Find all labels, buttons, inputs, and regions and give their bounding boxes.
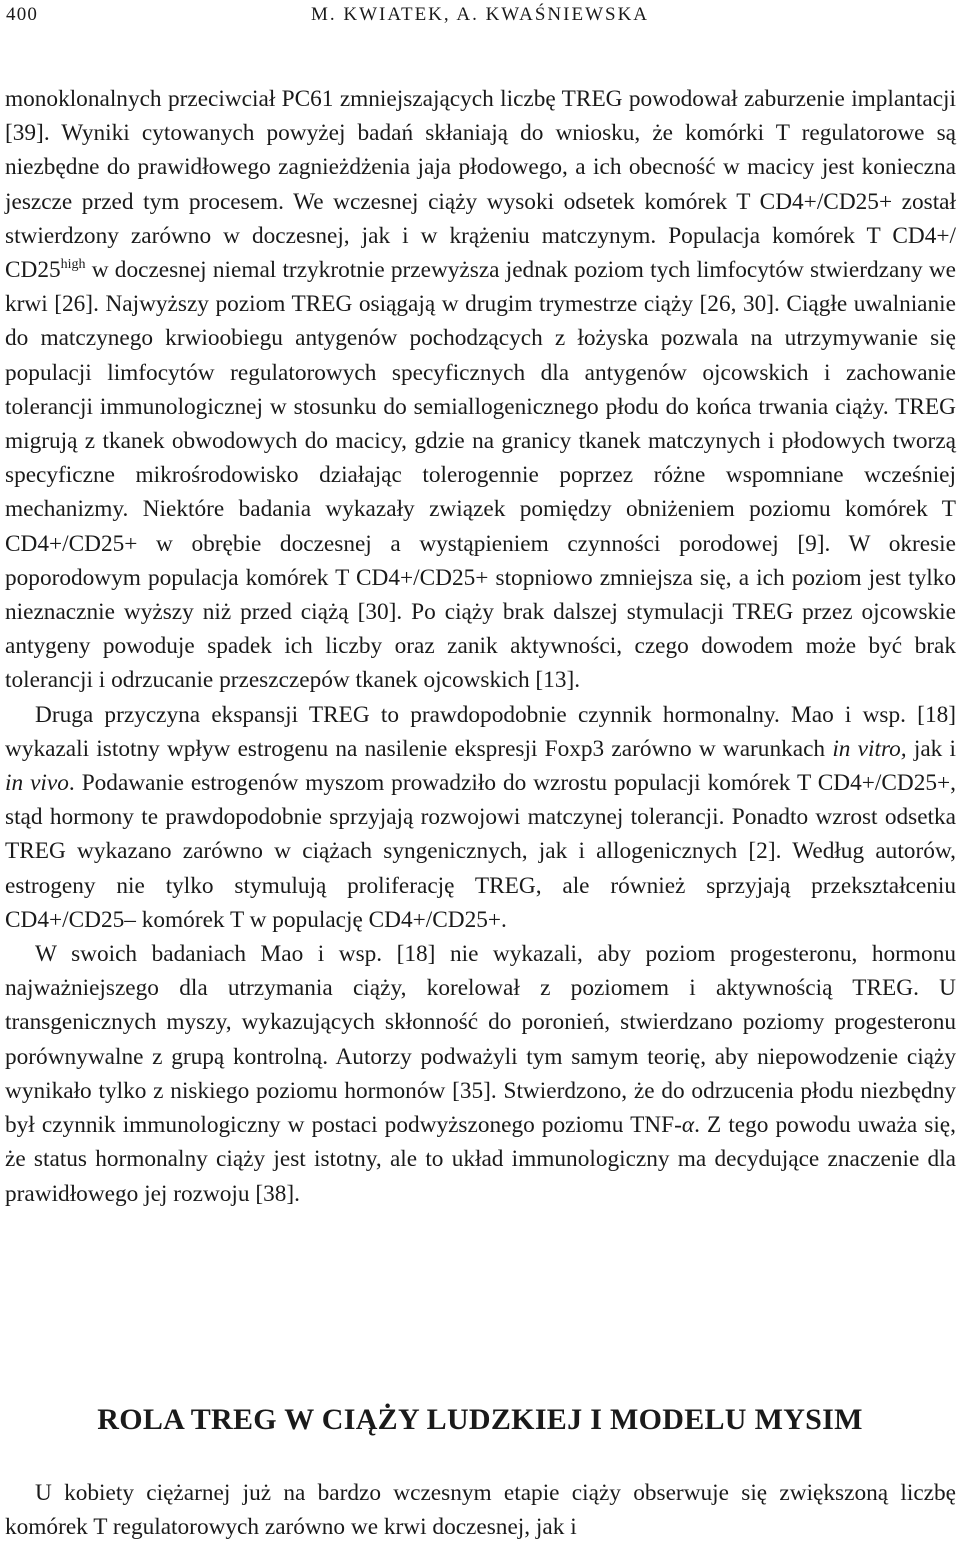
section-heading: ROLA TREG W CIĄŻY LUDZKIEJ I MODELU MYSIM <box>97 1403 863 1436</box>
paragraph-2-text-a: Druga przyczyna ekspansji TREG to prawdopodobnie czynnik hormonalny. Mao i wsp. [18] wykazali istotny wpływ estrogenu na nasilenie ekspresji Foxp3 zarówno w warunkach <box>5 701 956 762</box>
paragraph-3-text-a: W swoich badaniach Mao i wsp. [18] nie wykazali, aby poziom progesteronu, hormonu najważniejszego dla utrzymania ciąży, korelował z poziomem i aktywnością TREG. U transgenicznych myszy, wykazujących skłonność do poronień, stwierdzano poziomy progesteronu porównywalne z grupą kontrolną. Autorzy podważyli tym samym teorię, aby niepowodzenie ciąży wynikało tylko z niskiego poziomu hormonów [35]. Stwierdzono, że do odrzucenia płodu niezbędny był czynnik immunologiczny w postaci podwyższonego poziomu TNF- <box>5 941 956 1139</box>
paragraph-3-text-b: . Z tego powodu uważa się, że status hormonalny ciąży jest istotny, ale to układ immunologiczny ma decydujące znaczenie dla prawidłowego jej rozwoju [38]. <box>5 1112 956 1207</box>
page-number: 400 <box>6 4 39 25</box>
paragraph-3 <box>5 937 956 1211</box>
superscript-high: high <box>60 257 86 273</box>
body-text-continued <box>5 1476 956 1544</box>
paragraph-2 <box>5 698 956 937</box>
italic-in-vitro: in vitro, <box>832 735 907 762</box>
paragraph-4: U kobiety ciężarnej już na bardzo wczesnym etapie ciąży obserwuje się zwiększoną liczbę komórek T regulatorowych zarówno we krwi doczesnej, jak i <box>5 1480 956 1541</box>
paragraph-1-text-a: monoklonalnych przeciwciał PC61 zmniejszających liczbę TREG powodował zaburzenie implantacji [39]. Wyniki cytowanych powyżej badań skłaniają do wniosku, że komórki T regulatorowe są niezbędne do prawidłowego zagnieżdżenia jaja płodowego, a ich obecność w macicy jest konieczna jeszcze przed tym procesem. We wczesnej ciąży wysoki odsetek komórek T CD4+/CD25+ został stwierdzony zarówno w doczesnej, jak i w krążeniu matczynym. Populacja komórek T CD4+/ CD25 <box>5 86 956 284</box>
paragraph-1-text-b: w doczesnej niemal trzykrotnie przewyższa jednak poziom tych limfocytów stwierdzany we krwi [26]. Najwyższy poziom TREG osiągają w drugim trymestrze ciąży [26, 30]. Ciągłe uwalnianie do matczynego krwioobiegu antygenów pochodzących z łożyska pozwala na utrzymywanie się populacji limfocytów regulatorowych specyficznych dla antygenów ojcowskich i zachowanie tolerancji immunologicznej w stosunku do semiallogenicznego płodu do końca trwania ciąży. TREG migrują z tkanek obwodowych do macicy, gdzie na granicy tkanek matczynych i płodowych tworzą specyficzne mikrośrodowisko działając tolerogennie poprzez różne wspomniane wcześniej mechanizmy. Niektóre badania wykazały związek pomiędzy obniżeniem poziomu komórek T CD4+/CD25+ w obrębie doczesnej a wystąpieniem czynności porodowej [9]. W okresie poporodowym populacja komórek T CD4+/CD25+ stopniowo zmniejsza się, a ich poziom jest tylko nieznacznie wyższy niż przed ciążą [30]. Po ciąży brak dalszej stymulacji TREG przez ojcowskie antygeny powoduje spadek ich liczby oraz zanik aktywności, czego dowodem może być brak tolerancji i odrzucanie przeszczepów tkanek ojcowskich [13]. <box>5 257 956 694</box>
italic-alpha: α <box>681 1112 695 1139</box>
paragraph-2-text-c: . Podawanie estrogenów myszom prowadziło do wzrostu populacji komórek T CD4+/CD25+, stąd hormony te prawdopodobnie sprzyjają rozwojowi matczynej tolerancji. Ponadto wzrost odsetka TREG wykazano zarówno w ciążach syngenicznych, jak i allogenicznych [2]. Według autorów, estrogeny nie tylko stymulują proliferację TREG, ale również sprzyjają przekształceniu CD4+/CD25– komórek T w populację CD4+/CD25+. <box>5 770 957 933</box>
italic-in-vivo: in vivo <box>5 770 69 797</box>
running-head: M. KWIATEK, A. KWAŚNIEWSKA <box>310 4 650 25</box>
page-header <box>0 4 960 30</box>
paragraph-2-text-b: jak i <box>906 735 956 762</box>
body-text <box>5 82 956 1211</box>
paragraph-1 <box>5 82 956 698</box>
